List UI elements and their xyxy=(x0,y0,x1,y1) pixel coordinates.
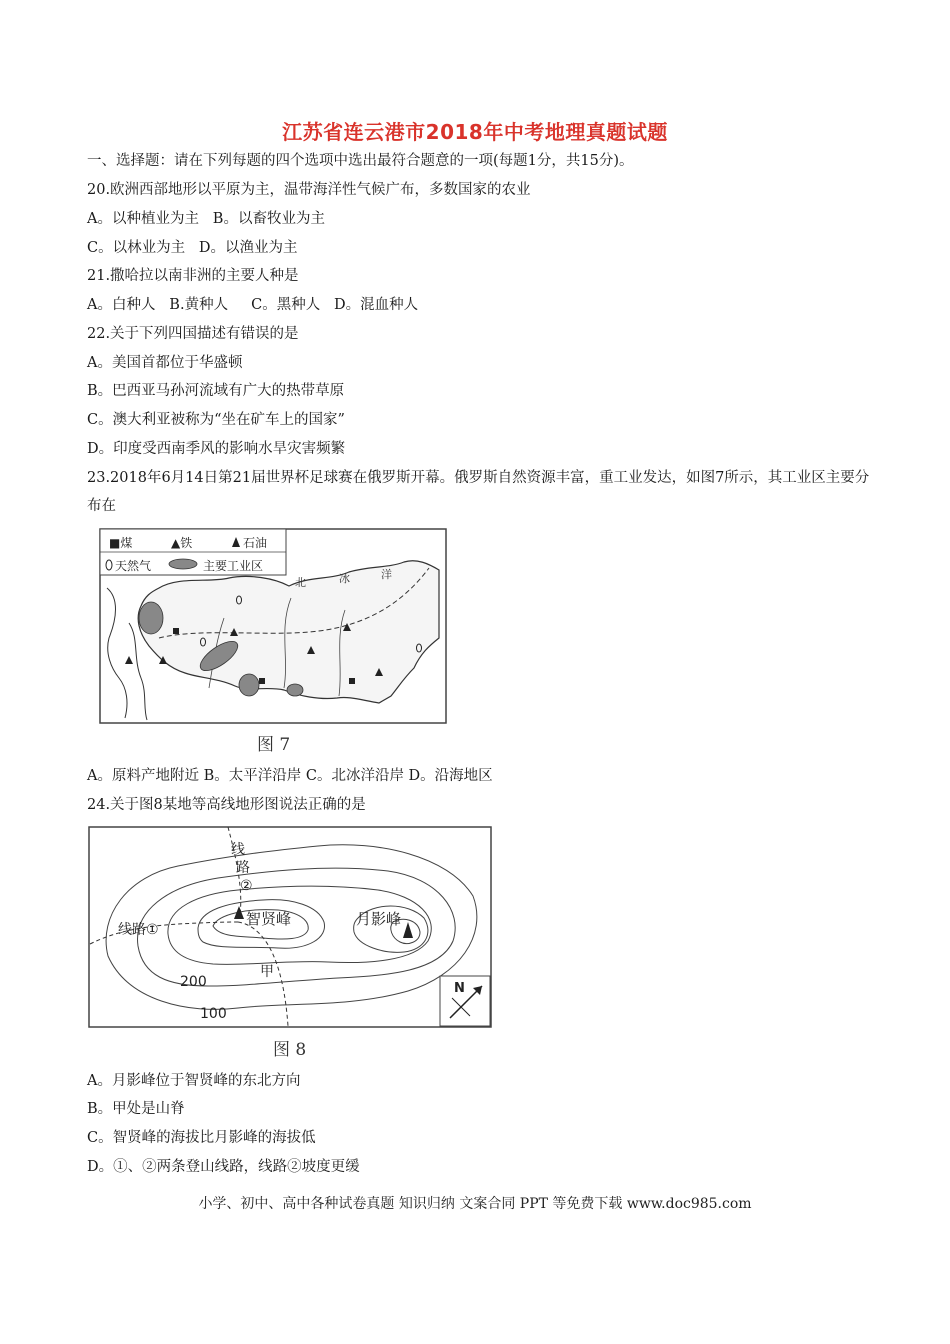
industry-zone-baikal xyxy=(287,684,303,696)
q22-stem: 22.关于下列四国描述有错误的是 xyxy=(87,326,299,342)
q23-stem: 23.2018年6月14日第21届世界杯足球赛在俄罗斯开幕。俄罗斯自然资源丰富，重工业发达，如图7所示，其工业区主要分布在 xyxy=(87,470,870,514)
q24-stem: 24.关于图8某地等高线地形图说法正确的是 xyxy=(87,797,366,813)
q20-stem: 20.欧洲西部地形以平原为主，温带海洋性气候广布，多数国家的农业 xyxy=(87,182,531,198)
industry-zone-icon xyxy=(169,559,197,569)
q24-option-c: C。智贤峰的海拔比月影峰的海拔低 xyxy=(87,1130,316,1146)
q20-options-ab: A。以种植业为主 B。以畜牧业为主 xyxy=(87,211,325,227)
q24-option-b: B。甲处是山脊 xyxy=(87,1101,185,1117)
ocean-label-2: 冰 xyxy=(339,572,350,585)
north-label: N xyxy=(454,981,465,996)
peak-2-label: 月影峰 xyxy=(356,910,402,928)
q21-stem: 21.撒哈拉以南非洲的主要人种是 xyxy=(87,268,299,284)
page-footer: 小学、初中、高中各种试卷真题 知识归纳 文案合同 PPT 等免费下载 www.doc985.com xyxy=(198,1196,752,1212)
ocean-label-3: 洋 xyxy=(381,568,392,581)
legend-industry: 主要工业区 xyxy=(203,559,264,573)
route-2-label-2: 路 xyxy=(236,860,250,876)
q23-options: A。原料产地附近 B。太平洋沿岸 C。北冰洋沿岸 D。沿海地区 xyxy=(87,768,493,784)
q22-option-b: B。巴西亚马孙河流域有广大的热带草原 xyxy=(87,383,345,399)
q22-option-c: C。澳大利亚被称为“坐在矿车上的国家” xyxy=(87,412,345,428)
q24-option-a: A。月影峰位于智贤峰的东北方向 xyxy=(87,1073,301,1089)
q24-option-d: D。①、②两条登山线路，线路②坡度更缓 xyxy=(87,1159,360,1175)
ocean-label-1: 北 xyxy=(295,576,306,589)
route-1-label: 线路① xyxy=(118,922,159,938)
north-arrow-box xyxy=(440,976,490,1026)
figure-8-caption: 图 8 xyxy=(273,1040,307,1060)
figure-7-caption: 图 7 xyxy=(257,735,291,755)
q20-options-cd: C。以林业为主 D。以渔业为主 xyxy=(87,240,298,256)
page-title: 江苏省连云港市2018年中考地理真题试题 xyxy=(282,120,668,144)
peak-1-label: 智贤峰 xyxy=(246,910,292,928)
route-2-label-3: ② xyxy=(240,878,253,894)
legend-gas: 天然气 xyxy=(115,559,152,573)
figure-7-russia-map xyxy=(99,528,447,724)
legend-iron: ▲铁 xyxy=(171,536,193,550)
q22-option-a: A。美国首都位于华盛顿 xyxy=(87,355,243,371)
jia-label: 甲 xyxy=(260,964,274,980)
industry-zone-kuzbass xyxy=(239,674,259,696)
contour-100-label: 100 xyxy=(200,1006,227,1022)
section-instructions: 一、选择题：请在下列每题的四个选项中选出最符合题意的一项(每题1分，共15分)。 xyxy=(87,153,634,169)
industry-zone-moscow xyxy=(139,602,163,634)
legend-oil: 石油 xyxy=(243,536,268,550)
contour-200-label: 200 xyxy=(180,974,207,990)
route-2-label-1: 线 xyxy=(231,842,245,858)
q21-options: A。白种人 B.黄种人 C。黑种人 D。混血种人 xyxy=(87,297,419,313)
legend-coal: ■煤 xyxy=(109,536,133,550)
q22-option-d: D。印度受西南季风的影响水旱灾害频繁 xyxy=(87,441,346,457)
figure-8-contour-map xyxy=(88,826,492,1028)
